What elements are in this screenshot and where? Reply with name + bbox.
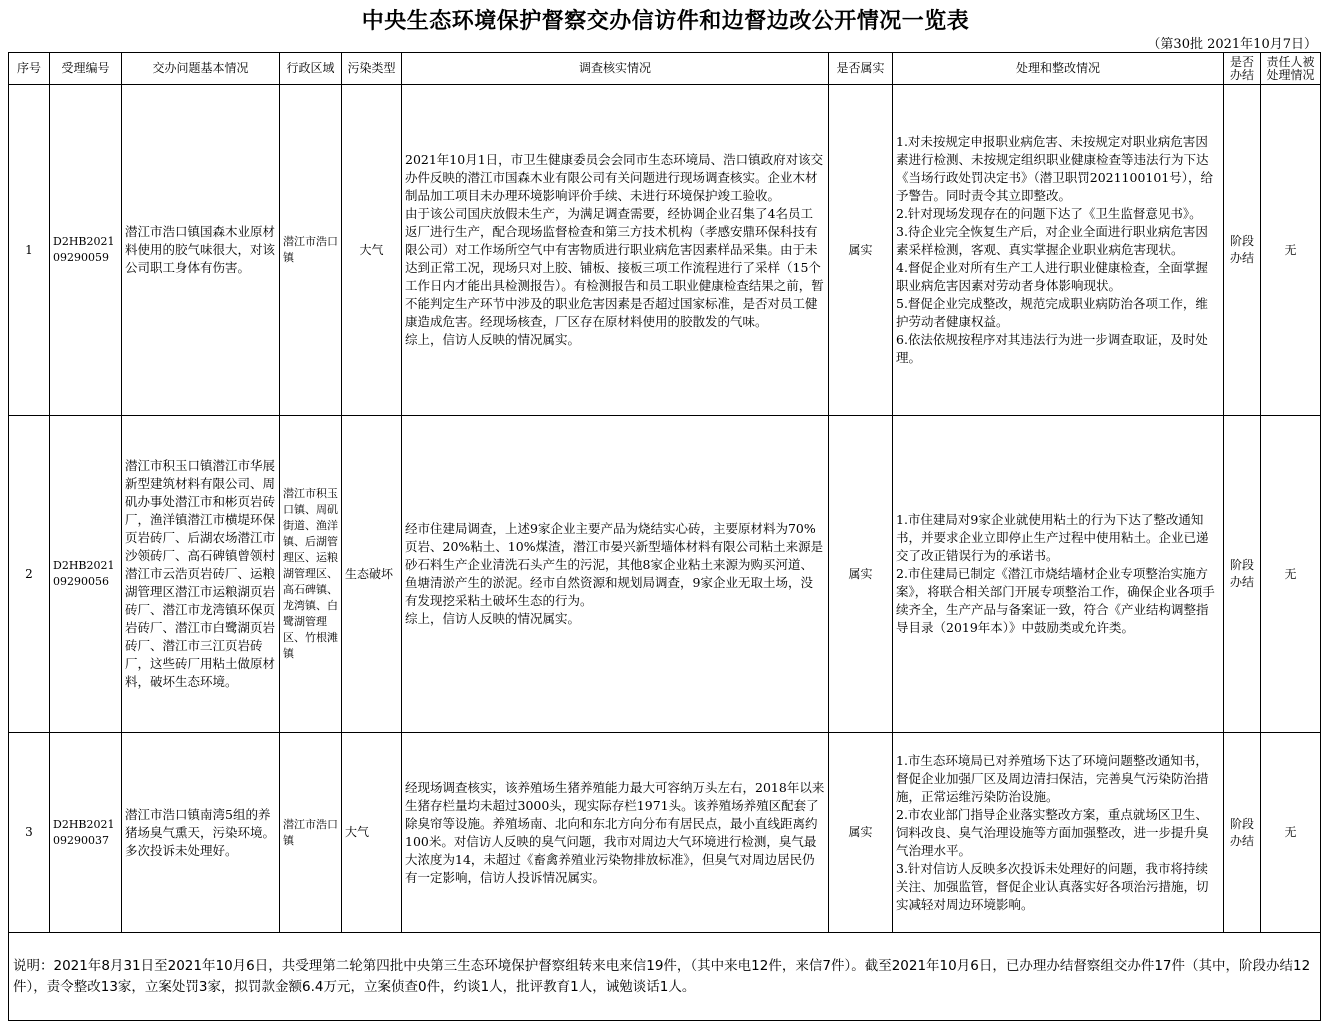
id-cell: D2HB2021 09290037 <box>50 733 122 933</box>
batch-date: （第30批 2021年10月7日） <box>1147 37 1317 52</box>
header-region: 行政区域 <box>280 53 342 85</box>
closed-cell: 阶段办结 <box>1224 733 1261 933</box>
table-row <box>9 733 1321 933</box>
verified-cell: 属实 <box>829 733 893 933</box>
accountable-cell: 无 <box>1261 733 1321 933</box>
seq-cell: 2 <box>9 416 50 733</box>
type-cell: 生态破坏 <box>342 416 402 733</box>
header-id: 受理编号 <box>50 53 122 85</box>
table-row <box>9 416 1321 733</box>
header-accountable: 责任人被处理情况 <box>1261 53 1321 85</box>
petition-table <box>8 52 1321 1021</box>
page-title: 中央生态环境保护督察交办信访件和边督边改公开情况一览表 <box>361 9 970 34</box>
survey-cell: 2021年10月1日，市卫生健康委员会会同市生态环境局、浩口镇政府对该交办件反映的潜江市国森木业有限公司有关问题进行现场调查核实。企业木材制品加工项目未办理环境影响评价手续、未进行环境保护竣工验收。 由于该公司国庆放假未生产，为满足调查需要，经协调企业召集了4名员工返厂进行生产，配合现场监督检查和第三方技术机构（孝感安鼎环保科技有限公司）对工作场所空气中有害物质进行职业病危害因素样品采集。由于未达到正常工况，现场只对上胶、铺板、接板三项工作流程进行了采样（15个工作日内才能出具检测报告）。有检测报告和员工职业健康检查结果之前，暂不能判定生产环节中涉及的职业危害因素是否超过国家标准，是否对员工健康造成危害。经现场核查，厂区存在原材料使用的胶散发的气味。 综上，信访人反映的情况属实。 <box>402 85 829 416</box>
region-cell: 潜江市浩口镇 <box>280 85 342 416</box>
seq-cell: 3 <box>9 733 50 933</box>
handling-cell: 1.对未按规定申报职业病危害、未按规定对职业病危害因素进行检测、未按规定组织职业健康检查等违法行为下达《当场行政处罚决定书》（潜卫职罚2021100101号），给予警告。同时责令其立即整改。 2.针对现场发现存在的问题下达了《卫生监督意见书》。 3.待企业完全恢复生产后，对企业全面进行职业病危害因素采样检测，客观、真实掌握企业职业病危害现状。 4.督促企业对所有生产工人进行职业健康检查，全面掌握职业病危害因素对劳动者身体影响现状。 5.督促企业完成整改，规范完成职业病防治各项工作，维护劳动者健康权益。 6.依法依规按程序对其违法行为进一步调查取证，及时处理。 <box>893 85 1224 416</box>
handling-cell: 1.市住建局对9家企业就使用粘土的行为下达了整改通知书，并要求企业立即停止生产过程中使用粘土。企业已递交了改正错误行为的承诺书。 2.市住建局已制定《潜江市烧结墙材企业专项整治实施方案》，将联合相关部门开展专项整治工作，确保企业各项手续齐全，生产产品与备案证一致，符合《产业结构调整指导目录（2019年本）》中鼓励类或允许类。 <box>893 416 1224 733</box>
closed-cell: 阶段办结 <box>1224 85 1261 416</box>
type-cell: 大气 <box>342 85 402 416</box>
region-cell: 潜江市积玉口镇、周矶街道、渔洋镇、后湖管理区、运粮湖管理区、高石碑镇、龙湾镇、白鹭湖管理区、竹根滩镇 <box>280 416 342 733</box>
verified-cell: 属实 <box>829 85 893 416</box>
header-basic: 交办问题基本情况 <box>122 53 280 85</box>
type-cell: 大气 <box>342 733 402 933</box>
header-verified: 是否属实 <box>829 53 893 85</box>
handling-cell: 1.市生态环境局已对养殖场下达了环境问题整改通知书，督促企业加强厂区及周边清扫保洁，完善臭气污染防治措施，正常运维污染防治设施。 2.市农业部门指导企业落实整改方案，重点就场区卫生、饲料改良、臭气治理设施等方面加强整改，进一步提升臭气治理水平。 3.针对信访人反映多次投诉未处理好的问题，我市将持续关注、加强监管，督促企业认真落实好各项治污措施，切实减轻对周边环境影响。 <box>893 733 1224 933</box>
survey-cell: 经现场调查核实，该养殖场生猪养殖能力最大可容纳万头左右，2018年以来生猪存栏量均未超过3000头，现实际存栏1971头。该养殖场养殖区配套了除臭帘等设施。养殖场南、北向和东北方向分布有居民点，最小直线距离约100米。对信访人反映的臭气问题，我市对周边大气环境进行检测，臭气最大浓度为14，未超过《畜禽养殖业污染物排放标准》，但臭气对周边居民仍有一定影响，信访人投诉情况属实。 <box>402 733 829 933</box>
header-type: 污染类型 <box>342 53 402 85</box>
note-row <box>9 933 1321 1021</box>
verified-cell: 属实 <box>829 416 893 733</box>
seq-cell: 1 <box>9 85 50 416</box>
basic-cell: 潜江市浩口镇国森木业原材料使用的胶气味很大，对该公司职工身体有伤害。 <box>122 85 280 416</box>
header-seq: 序号 <box>9 53 50 85</box>
table-row <box>9 85 1321 416</box>
accountable-cell: 无 <box>1261 85 1321 416</box>
summary-note: 说明：2021年8月31日至2021年10月6日，共受理第二轮第四批中央第三生态环境保护督察组转来电来信19件，（其中来电12件，来信7件）。截至2021年10月6日，已办理办结督察组交办件17件（其中，阶段办结12件），责令整改13家，立案处罚3家，拟罚款金额6.4万元，立案侦查0件，约谈1人，批评教育1人，诫勉谈话1人。 <box>9 933 1321 1021</box>
header-row <box>9 53 1321 85</box>
id-cell: D2HB2021 09290059 <box>50 85 122 416</box>
basic-cell: 潜江市浩口镇南湾5组的养猪场臭气熏天，污染环境。多次投诉未处理好。 <box>122 733 280 933</box>
accountable-cell: 无 <box>1261 416 1321 733</box>
region-cell: 潜江市浩口镇 <box>280 733 342 933</box>
id-cell: D2HB2021 09290056 <box>50 416 122 733</box>
basic-cell: 潜江市积玉口镇潜江市华展新型建筑材料有限公司、周矶办事处潜江市和彬页岩砖厂，渔洋镇潜江市横堤环保页岩砖厂、后湖农场潜江市沙领砖厂、高石碑镇曾领村潜江市云浩页岩砖厂、运粮湖管理区潜江市运粮湖页岩砖厂、潜江市龙湾镇环保页岩砖厂、潜江市白鹭湖页岩砖厂、潜江市三江页岩砖厂，这些砖厂用粘土做原材料，破坏生态环境。 <box>122 416 280 733</box>
header-survey: 调查核实情况 <box>402 53 829 85</box>
closed-cell: 阶段办结 <box>1224 416 1261 733</box>
header-handling: 处理和整改情况 <box>893 53 1224 85</box>
survey-cell: 经市住建局调查，上述9家企业主要产品为烧结实心砖，主要原材料为70%页岩、20%粘土、10%煤渣，潜江市晏兴新型墙体材料有限公司粘土来源是砂石料生产企业清洗石头产生的污泥，其他8家企业粘土来源为购买河道、鱼塘清淤产生的淤泥。经市自然资源和规划局调查，9家企业无取土场，没有发现挖采粘土破坏生态的行为。 综上，信访人反映的情况属实。 <box>402 416 829 733</box>
header-closed: 是否办结 <box>1224 53 1261 85</box>
